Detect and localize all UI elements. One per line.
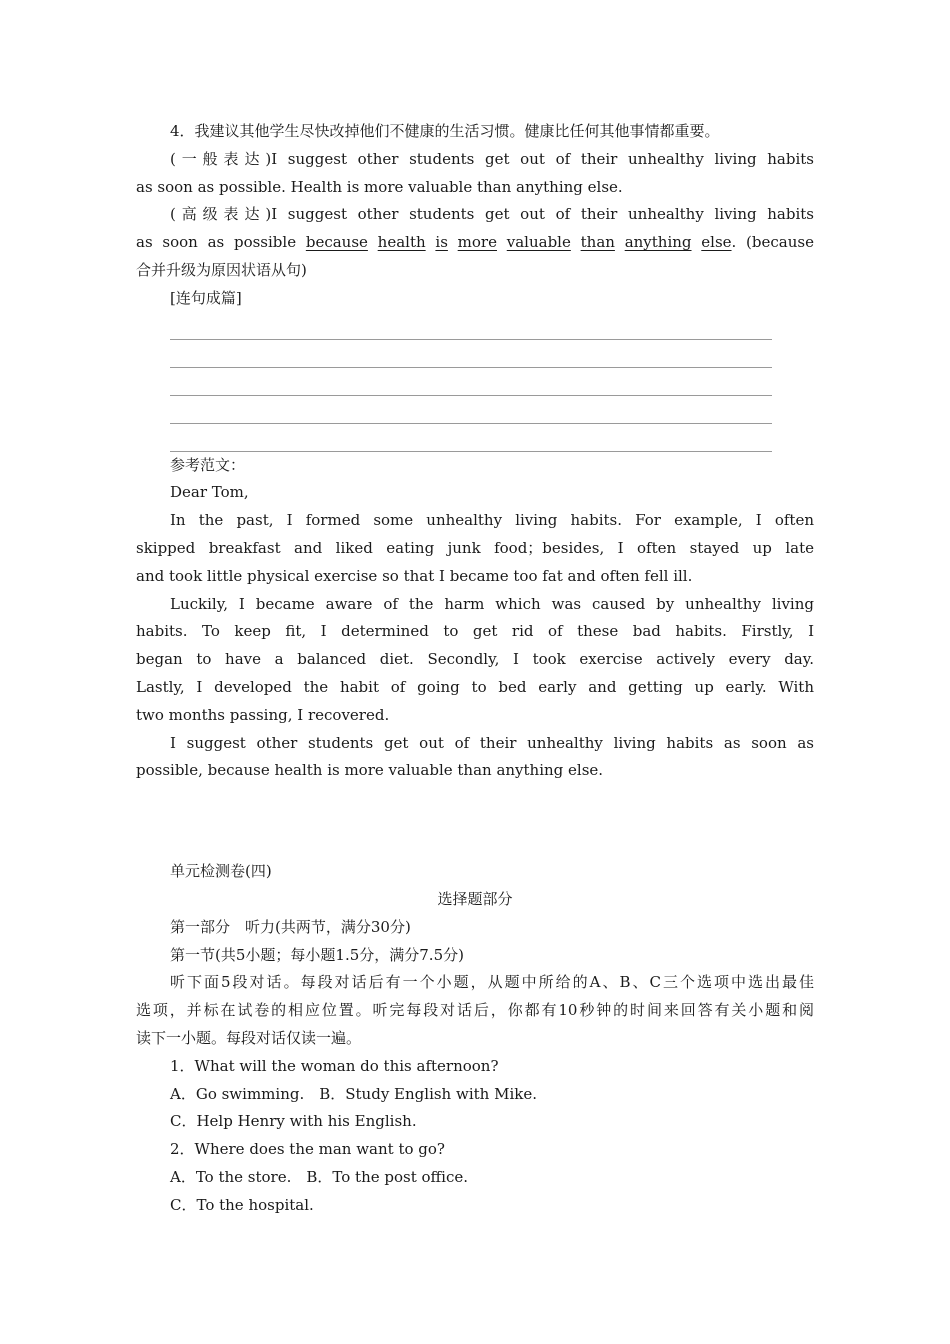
answer-blank-line[interactable]	[170, 368, 772, 396]
underlined-word: than	[580, 233, 615, 252]
section1-heading: 第一节(共5小题；每小题1.5分，满分7.5分)	[170, 945, 464, 964]
question-stem: 1．What will the woman do this afternoon?	[170, 1056, 499, 1075]
underlined-word: else	[701, 233, 732, 252]
underlined-word: more	[457, 233, 497, 252]
underlined-word: health	[377, 233, 426, 252]
instruction-line: 读下一小题。每段对话仅读一遍。	[136, 1028, 362, 1047]
answer-blank-line[interactable]	[170, 424, 772, 452]
sample-p3-line: I suggest other students get out of their unhealthy living habits as soon as	[170, 733, 814, 752]
underlined-word: anything	[624, 233, 692, 252]
part1-heading: 第一部分 听力(共两节，满分30分)	[170, 917, 411, 936]
question-options: A．To the store. B．To the post office.	[170, 1167, 469, 1186]
question-options: A．Go swimming. B．Study English with Mike.	[170, 1084, 537, 1103]
question-stem: 2．Where does the man want to go?	[170, 1140, 445, 1159]
sample-greeting: Dear Tom,	[170, 483, 249, 502]
advanced-expression-line1: (高级表达)I suggest other students get out of their unhealthy living habits	[170, 205, 814, 224]
answer-blank-line[interactable]	[170, 313, 772, 341]
underlined-word: valuable	[506, 233, 571, 252]
sample-p1-line: In the past, I formed some unhealthy living habits. For example, I often	[170, 511, 814, 530]
instruction-line: 选项，并标在试卷的相应位置。听完每段对话后，你都有10秒钟的时间来回答有关小题和阅	[136, 1001, 814, 1020]
underlined-word: because	[305, 233, 368, 252]
basic-expression-line2: as soon as possible. Health is more valuable than anything else.	[136, 177, 623, 196]
combine-label: [连句成篇]	[170, 288, 242, 307]
sample-p2-line: began to have a balanced diet. Secondly, I took exercise actively every day.	[136, 650, 814, 669]
question-option-c: C．To the hospital.	[170, 1195, 314, 1214]
underlined-word: is	[435, 233, 448, 252]
sample-p2-line: habits. To keep fit, I determined to get rid of these bad habits. Firstly, I	[136, 622, 814, 641]
sample-p1-line: and took little physical exercise so that I became too fat and often fell ill.	[136, 566, 693, 585]
sample-p2-line: two months passing, I recovered.	[136, 705, 390, 724]
section-gap	[136, 785, 814, 858]
unit-title: 单元检测卷(四)	[170, 862, 272, 881]
sample-p2-line: Lastly, I developed the habit of going to bed early and getting up early. With	[136, 677, 814, 696]
question-option-c: C．Help Henry with his English.	[170, 1112, 417, 1131]
advanced-expression-line2: as soon as possible because health is more valuable than anything else. (because	[136, 233, 814, 252]
section-heading: 选择题部分	[437, 889, 513, 908]
sample-label: 参考范文：	[170, 455, 246, 474]
document-page	[136, 118, 814, 1219]
sample-p1-line: skipped breakfast and liked eating junk food；besides, I often stayed up late	[136, 538, 814, 557]
answer-blank-line[interactable]	[170, 396, 772, 424]
item4-prompt: 4．我建议其他学生尽快改掉他们不健康的生活习惯。健康比任何其他事情都重要。	[170, 122, 720, 140]
instruction-line: 听下面5段对话。每段对话后有一个小题，从题中所给的A、B、C三个选项中选出最佳	[170, 973, 814, 992]
advanced-expression-line3: 合并升级为原因状语从句)	[136, 260, 307, 279]
answer-blank-line[interactable]	[170, 340, 772, 368]
sample-p3-line: possible, because health is more valuable than anything else.	[136, 761, 604, 780]
sample-p2-line: Luckily, I became aware of the harm which was caused by unhealthy living	[170, 594, 814, 613]
basic-expression-line1: (一般表达)I suggest other students get out of their unhealthy living habits	[170, 149, 814, 168]
